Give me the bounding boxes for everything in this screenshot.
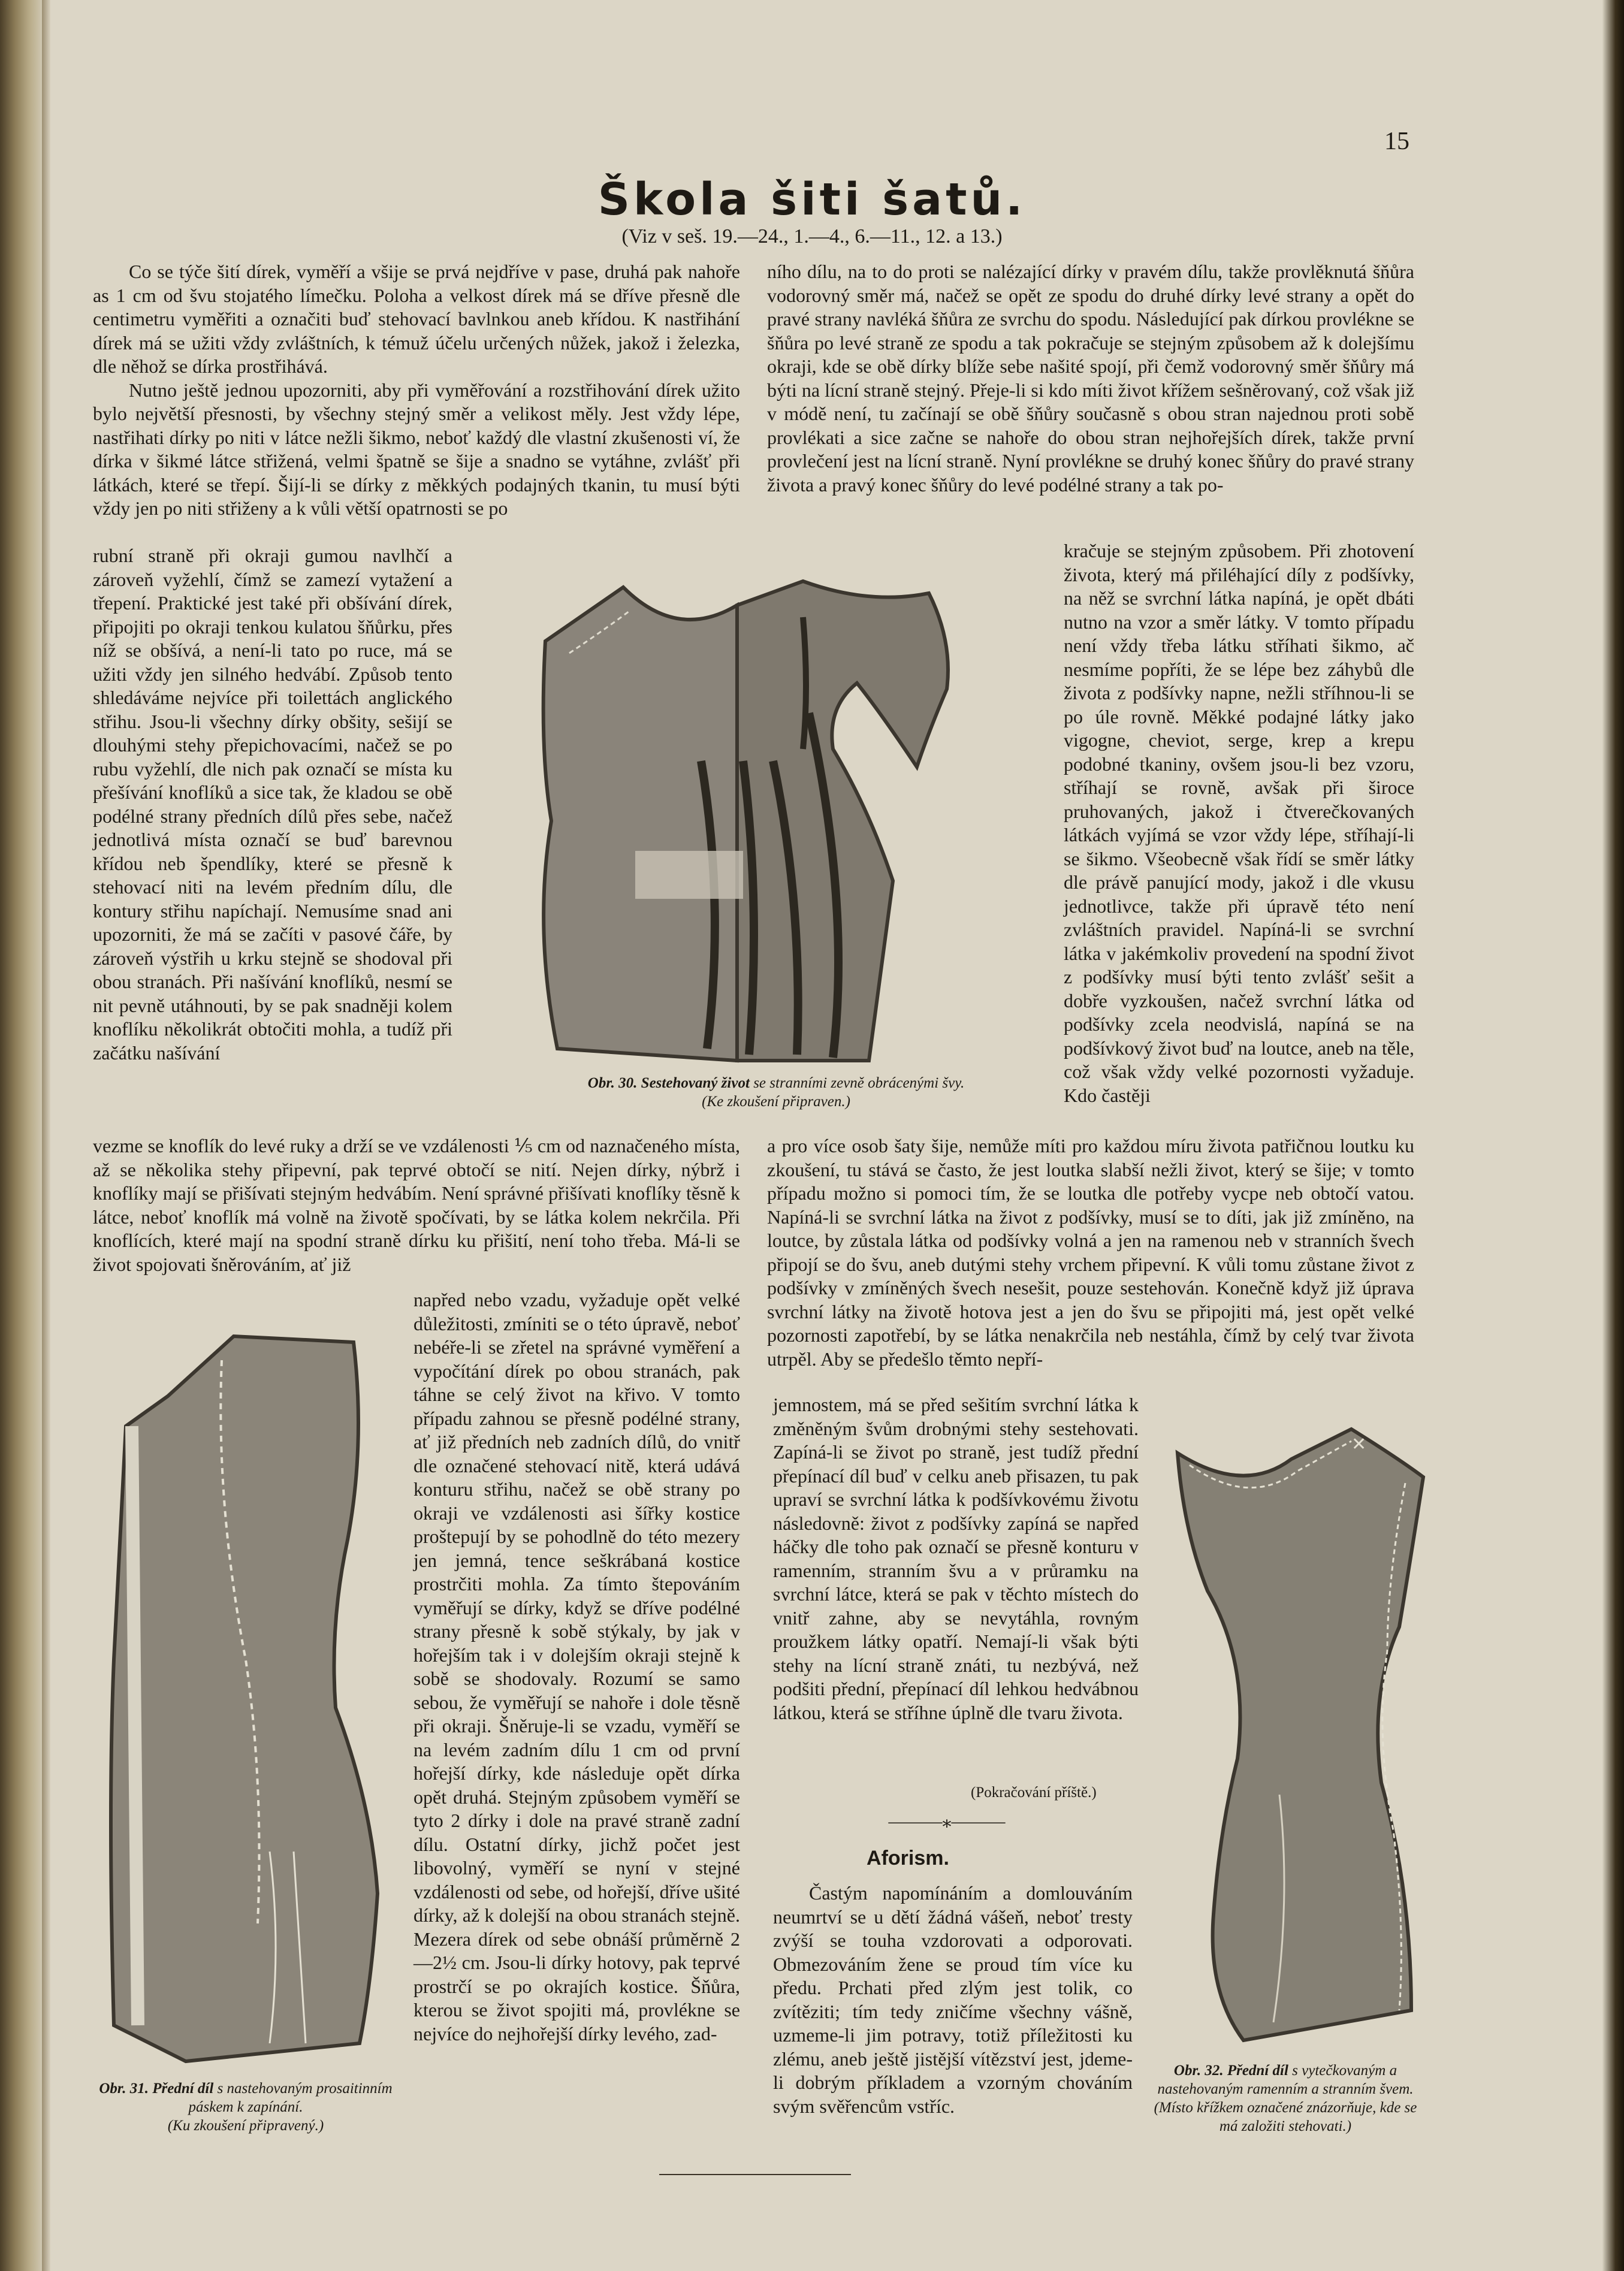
caption-bold: Obr. 30. Sestehovaný život [587,1075,750,1091]
light-patch [635,851,743,899]
right-column-narrow [1064,539,1414,1107]
middle-column [413,1288,740,2046]
figure-31-front-piece [90,1324,402,2067]
paragraph: Častým napomínáním a domlouváním neumrtví se u dětí žádná vášeň, neboť tresty zvýší se touha vzdorovati a odporovati. Obmezováním žene se proud tím více ku předu. Prchati před zlým jest tolik, co zvítěziti; tím tedy zničíme všechny vášně, uzmeme-li jim potravy, totiž příležitosti ku zlému, aneb ještě jistější vítězství jest, jdeme-li dobrým příkladem a vzorným chováním svým svěřencům vstříc. [773,1882,1133,2117]
caption-bold: Obr. 32. Přední díl [1173,2062,1288,2079]
right-column-top [767,260,1414,497]
right-column-lower [773,1393,1139,1725]
front-piece-shape [111,1336,378,2061]
caption-note: (Ku zkoušení připravený.) [167,2118,324,2134]
paragraph: a pro více osob šaty šije, nemůže míti pro každou míru života patřičnou loutku ku zkoušení, tu stává se často, že jest loutka slabší nežli život, který se šije; v tomto případu možno si pomoci tím, že se loutka dle potřeby vycpe neb obtočí vatou. Napíná-li se svrchní látka na život z podšívky, musí se to díti, jak již zmíněno, na loutce, by zůstala látka od podšívky volná a jen na ramenou neb v stranních švech připojí se do švu, aneb dutými stehy vrchem připevní. K vůli tomu zůstane život z podšívky v zmíněných švech nesešit, pouze sestehován. Konečně když již úprava svrchní látky na životě hotova jest a jen do švu se připojiti má, jest opět velké pozornosti zapotřebí, by se látka nenakrčila neb nestáhla, čímž by celý tvar života utrpěl. Aby se předešlo těmto nepří- [767,1135,1414,1370]
article-title: Škola šiti šatů. [597,174,1027,225]
figure-32-front-piece [1172,1423,1429,2046]
figure-30-caption [488,1074,1064,1111]
caption-bold: Obr. 31. Přední díl [99,2080,214,2097]
article-subtitle: (Viz v seš. 19.—24., 1.—4., 6.—11., 12. a 13.) [621,225,1003,247]
paragraph: vezme se knoflík do levé ruky a drží se ve vzdálenosti ⅕ cm od naznačeného místa, až se několika stehy připevní, pak teprvé obtočí se nití. Nejen dírky, nýbrž i knoflíky mají se přišívati stejným hedvábím. Není správné přišívati knoflíky těsně k látce, neboť knoflík má volně na životě spočívati, by se látka kolem nekrčila. Při knoflících, které mají na spodní straně dírku ku přišití, není toho třeba. Má-li se život spojovati šněrováním, ať již [93,1135,740,1275]
paragraph: rubní straně při okraji gumou navlhčí a zároveň vyžehlí, čímž se zamezí vytažení a třepení. Praktické jest také při obšívání dírek, připojiti po okraji tenkou kulatou šňůrku, přes níž se obšívá, a není-li tato po ruce, má se užiti vždy jen silného hedvábí. Způsob tento shledáváme nejvíce při toilettách anglického střihu. Jsou-li všechny dírky obšity, sešijí se dlouhými stehy přepichovacími, načež se po rubu vyžehlí, dle nich pak označí se místa ku přešívání knoflíků a sice tak, že kladou se obě podélné strany předních dílů přes sebe, načež jednotlivá místa označí se buď barevnou křídou neb špendlíky, které se přesně k stehovací niti na levém předním dílu, dle kontury střihu napíchají. Nemusíme snad ani upozorniti, že má se začíti v pasové čáře, by zároveň výstřih u krku stejně se shodoval při obou stranách. Při našívání knoflíků, nesmí se nit pevně utáhnouti, by se pak snadněji kolem knoflíku několikrát obtočiti mohla, a tudíž při začátku našívání [93,545,452,1064]
paragraph: napřed nebo vzadu, vyžaduje opět velké důležitosti, zmíniti se o této úpravě, neboť nebéře-li se zřetel na správné vyměření a vypočítání dírek po obou stranách, pak táhne se celý život na křivo. V tomto případu zahnou se přesně podélné strany, ať již předních neb zadních dílů, do vnitř dle označené stehovací nitě, která udává konturu střihu, načež se obě strany po okraji ve vzdálenosti asi šířky kostice proštepují by se pohodlně do této mezery jen jemná, tence seškrábaná kostice prostrčiti mohla. Za tímto štepováním vyměřují se dírky, když se dříve podélné strany přesně k sobě stýkaly, by jak v hořejším tak i v dolejším okraji stejně k sobě se shodovaly. Rozumí se samo sebou, že vyměřují se nahoře i dole těsně při okraji. Šněruje-li se vzadu, vyměří se na levém zadním dílu 1 cm od první hořejší dírky, kde následuje opět dírka opět druhá. Stejným způsobem vyměří se tyto 2 dírky i dole na pravé straně zadní dílu. Ostatní dírky, jichž počet jest libovolný, vyměří se nyní v stejné vzdálenosti od sebe, od hořejší, dříve ušité dírky, až k dolejší na obou stranách stejně. Mezera dírek od sebe obnáší průměrně 2—2½ cm. Jsou-li dírky hotovy, pak teprvé prostrčí se po okrajích kostice. Šňůra, kterou se život spojiti má, provlékne se nejvíce do nejhořejší dírky levého, zad- [413,1289,740,2044]
page-number: 15 [1384,128,1409,155]
button-strip [132,1426,138,2025]
seam-line [803,617,806,749]
right-column-wide [767,1134,1414,1371]
caption-text: se stranními zevně obrácenými švy. [749,1075,965,1091]
page-right-edge [1602,0,1624,2271]
binding-edge [42,0,50,2271]
cross-mark: ✕ [1351,1434,1367,1455]
left-column-top [93,260,740,521]
left-column-wide [93,1134,740,1276]
ornament: ———⁎——— [888,1811,1006,1831]
paragraph: Co se týče šití dírek, vyměří a všije se prvá nejdříve v pase, druhá pak nahoře as 1 cm od švu stojatého límečku. Poloha a velkost dírek má se dříve přesně dle centimetru vyměřiti a označiti buď stehovací bavlnkou aneb křídou. K nastřihání dírek má se užiti vždy zvláštních, k témuž účelu určených nůžek, jakož i železka, dle něhož se dírka prostřihává. [93,261,740,377]
continuation-note: (Pokračování příště.) [971,1784,1097,1801]
figure-32-caption [1154,2061,1417,2136]
bottom-rule [659,2174,851,2175]
figure-30-bodice [521,569,1061,1091]
aphorism-title: Aforism. [867,1847,949,1870]
front-piece-shape [1178,1429,1423,2040]
paragraph: kračuje se stejným způsobem. Při zhotovení života, který má přiléhající díly z podšívky, na něž se svrchní látka napíná, je opět dbáti nutno na vzor a směr látky. V tomto případu není vždy třeba látku stříhati šikmo, ač nesmíme popříti, že se lépe bez záhybů dle života z podšívky napne, nežli stříhnou-li se po úle rovně. Měkké podajné látky jako vigogne, cheviot, serge, krep a krepu podobné tkaniny, ovšem jsou-li bez vzoru, stříhají se rovně, avšak při široce pruhovaných, jakož i čtverečkovaných látkách vyjímá se vzor vždy lépe, stříhají-li se šikmo. Všeobecně však řídí se směr látky dle právě panující mody, jakož i dle vkusu jednotlivce, takže při úpravě této není zvláštních pravidel. Napíná-li se svrchní látka v jakémkoliv provedení na spodní život z podšívky musí býti tento zvlášť sešit a dobře vyzkoušen, načež svrchní látka od podšívky zcela neodvislá, napíná se na podšívkový život buď na loutce, aneb na těle, což však vždy velké pozornosti vyžaduje. Kdo častěji [1064,540,1414,1106]
aphorism-text [773,1882,1133,2118]
bodice-right-panel [737,581,948,1061]
paragraph: ního dílu, na to do proti se nalézající dírky v pravém dílu, takže provlěknutá šňůra vodorovný směr má, načež se opět ze spodu do druhé dírky levé strany a opět do pravé strany navléká šňůra ze svrchu do spodu. Následující pak dírkou provlékne se šňůra po levé straně ze spodu a tak pokračuje se stejným způsobem až k dolejšímu okraji, kde se obě dírky blíže sebe našité spojí, při čemž vodorovný směr šňůry má býti na lícní straně stejný. Přeje-li si kdo míti život křížem sešněrovaný, což však již v módě není, tu začínají se obě šňůry současně s obou stran najednou proti sobě provlékati a sice začne se nahoře do obou stran nejhořejších dírek, takže první provlečení jest na lícní straně. Nyní provlékne se druhý konec šňůry do pravé strany života a pravý konec šňůry do levé podélné strany a tak po- [767,261,1414,496]
paragraph: Nutno ještě jednou upozorniti, aby při vyměřování a rozstřihování dírek užito bylo největší přesnosti, by všechny stejný směr a velikost měly. Jest vždy lépe, nastřihati dírky po niti v látce nežli šikmo, neboť každý dle vlastní zkušenosti ví, že dírka v šikmé látce střižená, velmi špatně se šije a snadno se vytáhne, zvlášť při látkách, které se třepí. Šijí-li se dírky z měkkých podajných tkanin, tu musí býti vždy jen po niti střiženy a k vůli větší opatrnosti se po [93,379,740,519]
book-binding [0,0,42,2271]
caption-note: (Ke zkoušení připraven.) [702,1094,850,1110]
paragraph: jemnostem, má se před sešitím svrchní látka k změněným švům drobnými stehy sestehovati. Zapíná-li se život po straně, jest tudíž přední přepínací díl buď v celku aneb přisazen, tu pak upraví se svrchní látka k podšívkovému životu následovně: život z podšívky zapíná se napřed háčky dle toho pak označí se přesně konturu v ramenním, stranním švu a v průramku na svrchní látce, která se pak v těchto místech do vnitř zahne, aby se nevytáhla, rovným proužkem látky opatří. Nemají-li však býti stehy na lícní straně znáti, tu nezbývá, než podšiti přední, přepínací díl lehkou hedvábnou látkou, která se stříhne úplně dle tvaru života. [773,1394,1139,1723]
caption-text: s nastehovaným prosaitinním páskem k zapínání. [188,2080,393,2115]
figure-31-caption [90,2079,402,2135]
left-column-narrow [93,544,452,1065]
caption-text: s vytečkovaným a nastehovaným ramenním a stranním švem. (Místo křížkem označené znázorňuje, kde se má založiti stehovati.) [1154,2062,1417,2134]
